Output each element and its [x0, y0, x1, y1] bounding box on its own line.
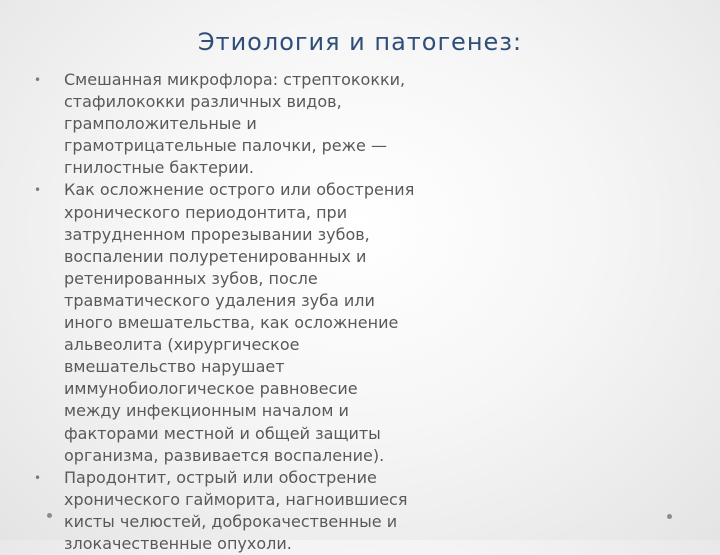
decorative-dot-icon — [667, 514, 672, 519]
slide-title: Этиология и патогенез: — [197, 28, 523, 56]
bullet-item — [34, 179, 474, 466]
bullet-line: вмешательство нарушает — [64, 357, 285, 377]
bullet-line: организма, развивается воспаление). — [64, 445, 385, 465]
bullet-item — [34, 467, 474, 555]
bullet-line: альвеолита (хирургическое — [64, 335, 300, 355]
bullet-line: воспалении полуретенированных и — [64, 246, 367, 266]
bullet-line: травматического удаления зуба или — [64, 290, 375, 310]
bullet-list — [34, 69, 474, 555]
bullet-line: грамотрицательные палочки, реже — — [64, 136, 387, 156]
bullet-line: иммунобиологическое равновесие — [64, 379, 358, 399]
bullet-line: затрудненном прорезывании зубов, — [64, 224, 370, 244]
bullet-line: хронического гайморита, нагноившиеся — [64, 489, 408, 509]
bullet-line: грамположительные и — [64, 114, 257, 134]
bullet-dot-icon: • — [34, 73, 42, 87]
bullet-line: Смешанная микрофлора: стрептококки, — [64, 70, 406, 89]
bullet-line: иного вмешательства, как осложнение — [64, 313, 399, 333]
bullet-line: между инфекционным началом и — [64, 401, 349, 421]
bullet-line: хронического периодонтита, при — [64, 202, 348, 222]
bullet-line: злокачественные опухоли. — [64, 533, 292, 553]
bullet-line: факторами местной и общей защиты — [64, 423, 381, 443]
bullet-dot-icon: • — [34, 183, 42, 198]
bullet-line: ретенированных зубов, после — [64, 268, 318, 288]
bullet-line: стафилококки различных видов, — [64, 92, 342, 112]
bullet-line: кисты челюстей, доброкачественные и — [64, 511, 398, 531]
bullet-line: Как осложнение острого или обострения — [64, 180, 415, 200]
bullet-dot-icon: • — [34, 470, 42, 485]
bullet-line: Пародонтит, острый или обострение — [64, 467, 377, 487]
decorative-dot-icon — [47, 513, 52, 518]
bullet-line: гнилостные бактерии. — [64, 158, 254, 178]
bullet-item — [34, 69, 474, 179]
